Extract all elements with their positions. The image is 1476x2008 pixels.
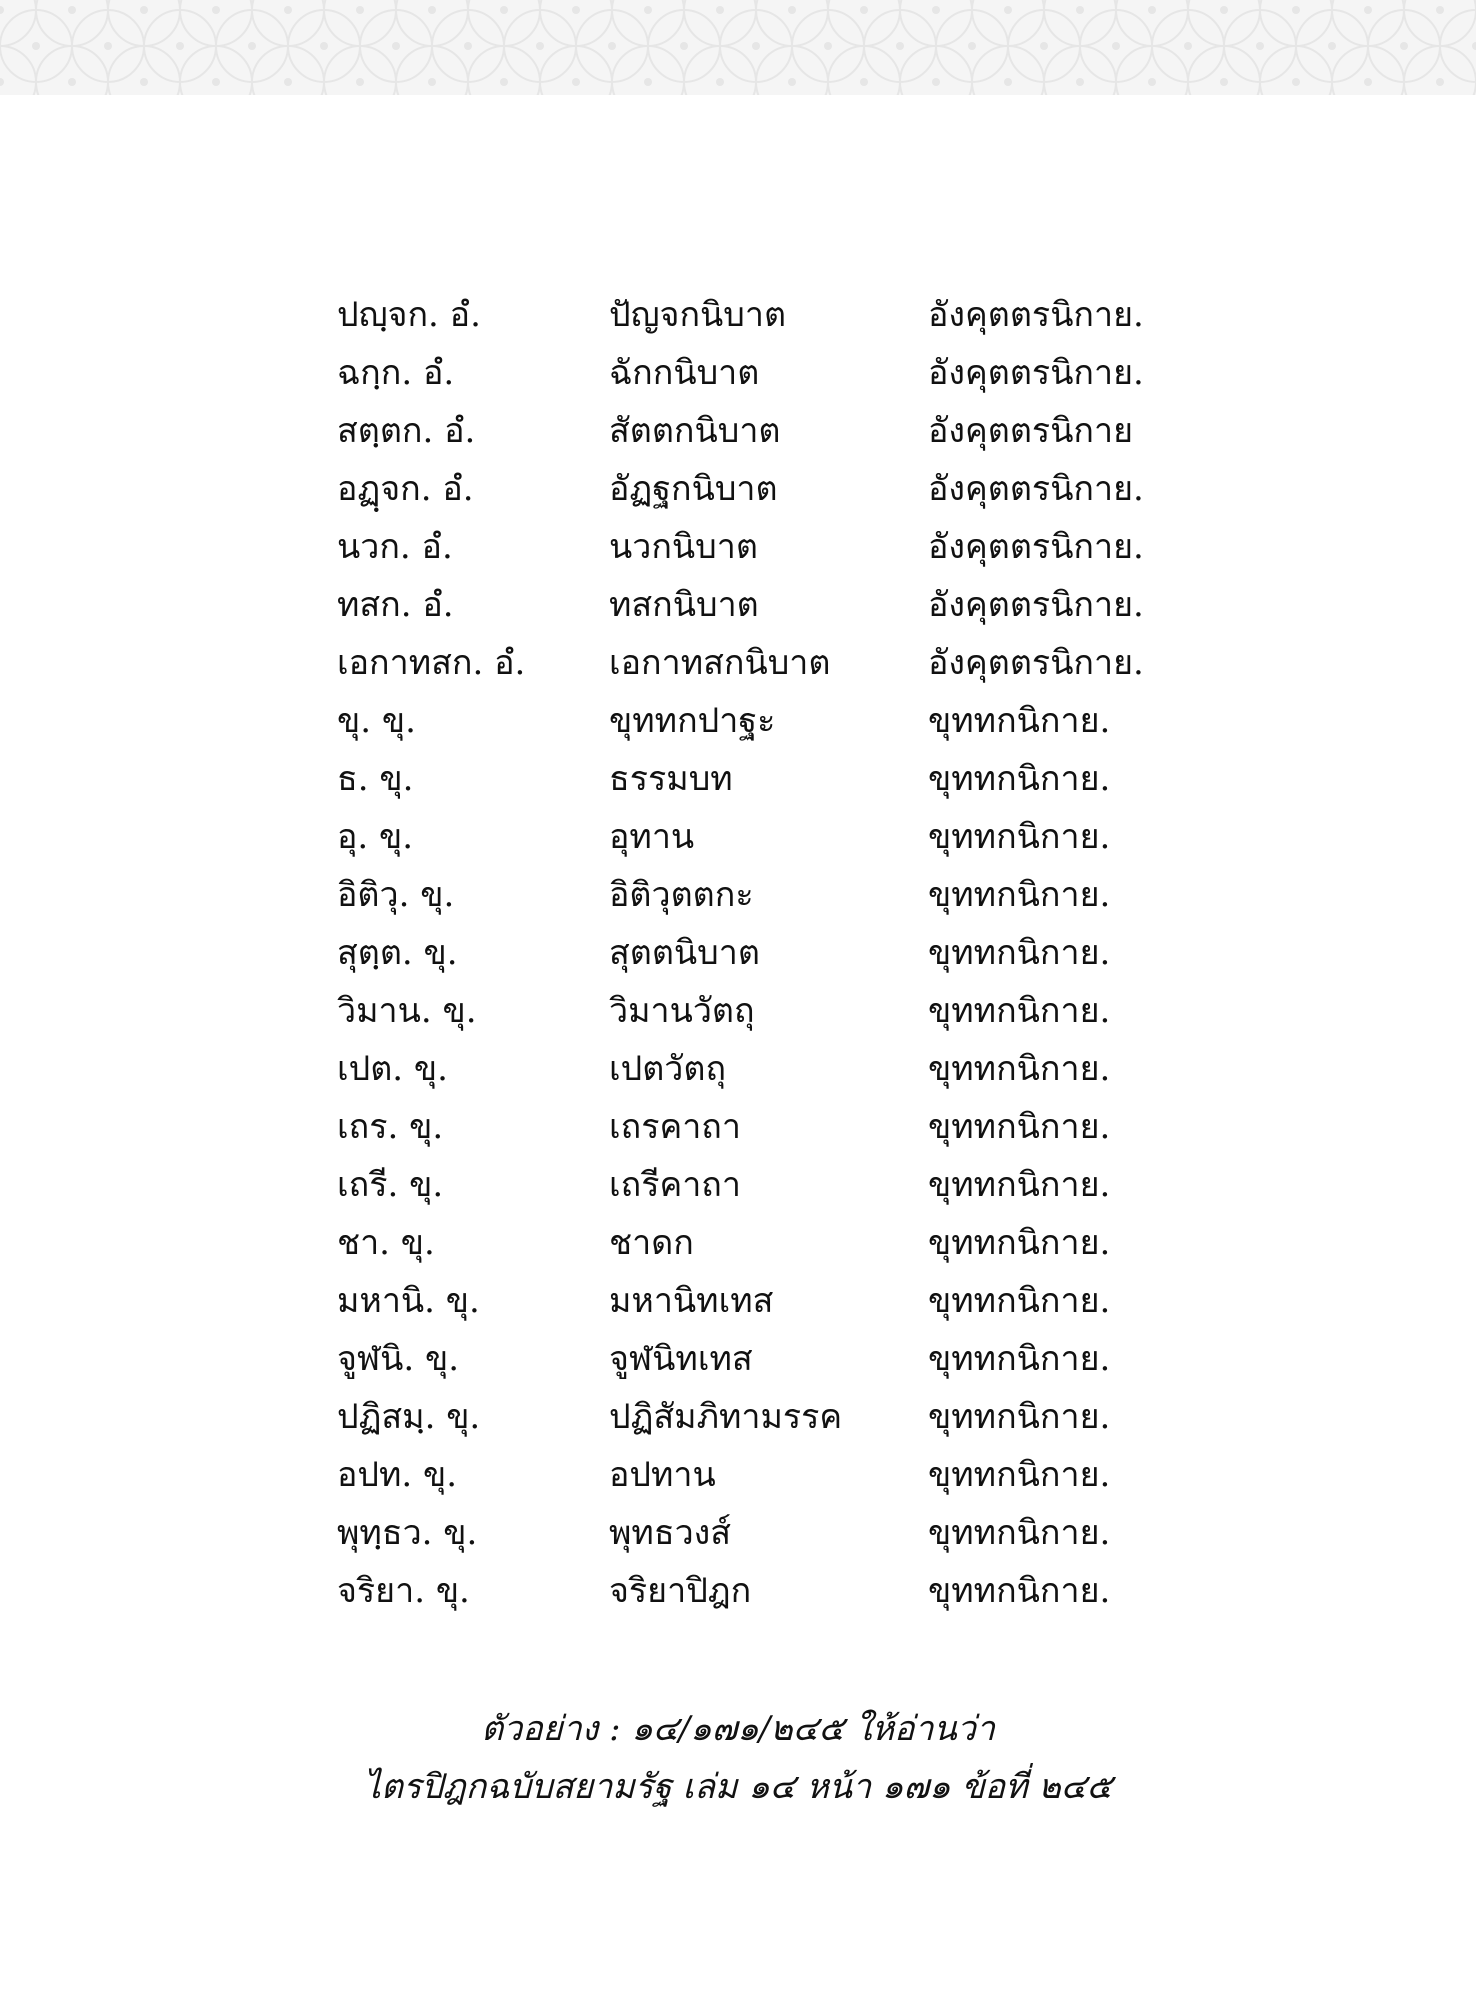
abbreviation-cell: อุ. ขุ. bbox=[337, 817, 414, 857]
abbreviation-cell: อฏฺจก. อํ. bbox=[337, 469, 474, 509]
collection-name-cell: อังคุตตรนิกาย. bbox=[928, 469, 1144, 509]
abbreviation-cell: สุตฺต. ขุ. bbox=[337, 933, 458, 973]
book-name-cell: ฉักกนิบาต bbox=[609, 353, 760, 393]
book-name-cell: วิมานวัตถุ bbox=[609, 991, 755, 1031]
abbreviation-cell: ขุ. ขุ. bbox=[337, 701, 416, 741]
abbreviation-cell: ปฏิสมฺ. ขุ. bbox=[337, 1397, 481, 1437]
collection-name-cell: ขุททกนิกาย. bbox=[928, 875, 1111, 915]
collection-name-cell: ขุททกนิกาย. bbox=[928, 991, 1111, 1031]
collection-name-cell: อังคุตตรนิกาย. bbox=[928, 643, 1144, 683]
table-row bbox=[337, 402, 1188, 460]
collection-name-cell: ขุททกนิกาย. bbox=[928, 1281, 1111, 1321]
collection-name-cell: ขุททกนิกาย. bbox=[928, 1513, 1111, 1553]
decorative-header-pattern bbox=[0, 0, 1476, 95]
book-name-cell: ชาดก bbox=[609, 1223, 694, 1263]
collection-name-cell: ขุททกนิกาย. bbox=[928, 1165, 1111, 1205]
table-row bbox=[337, 1330, 1188, 1388]
table-row bbox=[337, 1446, 1188, 1504]
table-row bbox=[337, 576, 1188, 634]
book-name-cell: ปัญจกนิบาต bbox=[609, 295, 787, 335]
book-name-cell: เอกาทสกนิบาต bbox=[609, 643, 831, 683]
abbreviation-cell: มหานิ. ขุ. bbox=[337, 1281, 480, 1321]
book-name-cell: อัฏฐกนิบาต bbox=[609, 469, 778, 509]
book-name-cell: อิติวุตตกะ bbox=[609, 875, 754, 915]
example-note bbox=[0, 1700, 1476, 1816]
book-name-cell: เถรีคาถา bbox=[609, 1165, 741, 1205]
abbreviation-table-body bbox=[337, 286, 1188, 1620]
collection-name-cell: อังคุตตรนิกาย. bbox=[928, 295, 1144, 335]
collection-name-cell: ขุททกนิกาย. bbox=[928, 701, 1111, 741]
collection-name-cell: ขุททกนิกาย. bbox=[928, 1107, 1111, 1147]
abbreviation-table bbox=[337, 286, 1188, 1620]
book-name-cell: สัตตกนิบาต bbox=[609, 411, 781, 451]
book-name-cell: เปตวัตถุ bbox=[609, 1049, 727, 1089]
table-row bbox=[337, 1562, 1188, 1620]
abbreviation-cell: จูฬนิ. ขุ. bbox=[337, 1339, 460, 1379]
abbreviation-cell: ปญฺจก. อํ. bbox=[337, 295, 481, 335]
table-row bbox=[337, 808, 1188, 866]
book-name-cell: ขุททกปาฐะ bbox=[609, 701, 776, 741]
book-name-cell: พุทธวงส์ bbox=[609, 1513, 732, 1553]
book-name-cell: ทสกนิบาต bbox=[609, 585, 759, 625]
collection-name-cell: ขุททกนิกาย. bbox=[928, 1455, 1111, 1495]
table-row bbox=[337, 1156, 1188, 1214]
collection-name-cell: ขุททกนิกาย. bbox=[928, 1571, 1111, 1611]
table-row bbox=[337, 518, 1188, 576]
table-row bbox=[337, 1040, 1188, 1098]
collection-name-cell: ขุททกนิกาย. bbox=[928, 1049, 1111, 1089]
collection-name-cell: ขุททกนิกาย. bbox=[928, 933, 1111, 973]
abbreviation-cell: อปท. ขุ. bbox=[337, 1455, 458, 1495]
table-row bbox=[337, 750, 1188, 808]
abbreviation-cell: เปต. ขุ. bbox=[337, 1049, 448, 1089]
abbreviation-cell: วิมาน. ขุ. bbox=[337, 991, 477, 1031]
book-name-cell: สุตตนิบาต bbox=[609, 933, 760, 973]
abbreviation-cell: ธ. ขุ. bbox=[337, 759, 414, 799]
collection-name-cell: ขุททกนิกาย. bbox=[928, 1339, 1111, 1379]
abbreviation-cell: นวก. อํ. bbox=[337, 527, 453, 567]
collection-name-cell: อังคุตตรนิกาย. bbox=[928, 585, 1144, 625]
book-name-cell: จูฬนิทเทส bbox=[609, 1339, 753, 1379]
book-name-cell: มหานิทเทส bbox=[609, 1281, 774, 1321]
collection-name-cell: อังคุตตรนิกาย. bbox=[928, 353, 1144, 393]
table-row bbox=[337, 286, 1188, 344]
collection-name-cell: อังคุตตรนิกาย. bbox=[928, 527, 1144, 567]
lattice-pattern bbox=[0, 0, 1476, 95]
abbreviation-cell: ฉกฺก. อํ. bbox=[337, 353, 455, 393]
abbreviation-cell: เอกาทสก. อํ. bbox=[337, 643, 526, 683]
table-row bbox=[337, 634, 1188, 692]
table-row bbox=[337, 924, 1188, 982]
table-row bbox=[337, 1098, 1188, 1156]
abbreviation-cell: พุทฺธว. ขุ. bbox=[337, 1513, 478, 1553]
book-name-cell: นวกนิบาต bbox=[609, 527, 758, 567]
table-row bbox=[337, 1272, 1188, 1330]
table-row bbox=[337, 344, 1188, 402]
book-name-cell: ปฏิสัมภิทามรรค bbox=[609, 1397, 843, 1437]
example-line-2: ไตรปิฎกฉบับสยามรัฐ เล่ม ๑๔ หน้า ๑๗๑ ข้อที่ ๒๔๕ bbox=[363, 1767, 1113, 1807]
abbreviation-cell: เถรี. ขุ. bbox=[337, 1165, 444, 1205]
abbreviation-cell: จริยา. ขุ. bbox=[337, 1571, 470, 1611]
table-row bbox=[337, 1388, 1188, 1446]
table-row bbox=[337, 866, 1188, 924]
abbreviation-cell: สตฺตก. อํ. bbox=[337, 411, 476, 451]
abbreviation-cell: เถร. ขุ. bbox=[337, 1107, 444, 1147]
collection-name-cell: อังคุตตรนิกาย bbox=[928, 411, 1134, 451]
collection-name-cell: ขุททกนิกาย. bbox=[928, 759, 1111, 799]
book-name-cell: ธรรมบท bbox=[609, 759, 733, 799]
abbreviation-cell: อิติวุ. ขุ. bbox=[337, 875, 455, 915]
table-row bbox=[337, 1504, 1188, 1562]
book-name-cell: จริยาปิฎก bbox=[609, 1571, 752, 1611]
abbreviation-cell: ชา. ขุ. bbox=[337, 1223, 435, 1263]
book-name-cell: อุทาน bbox=[609, 817, 695, 857]
collection-name-cell: ขุททกนิกาย. bbox=[928, 817, 1111, 857]
table-row bbox=[337, 460, 1188, 518]
table-row bbox=[337, 692, 1188, 750]
table-row bbox=[337, 982, 1188, 1040]
collection-name-cell: ขุททกนิกาย. bbox=[928, 1397, 1111, 1437]
collection-name-cell: ขุททกนิกาย. bbox=[928, 1223, 1111, 1263]
book-name-cell: อปทาน bbox=[609, 1455, 716, 1495]
abbreviation-cell: ทสก. อํ. bbox=[337, 585, 454, 625]
book-name-cell: เถรคาถา bbox=[609, 1107, 741, 1147]
example-line-1: ตัวอย่าง : ๑๔/๑๗๑/๒๔๕ ให้อ่านว่า bbox=[481, 1709, 995, 1749]
table-row bbox=[337, 1214, 1188, 1272]
